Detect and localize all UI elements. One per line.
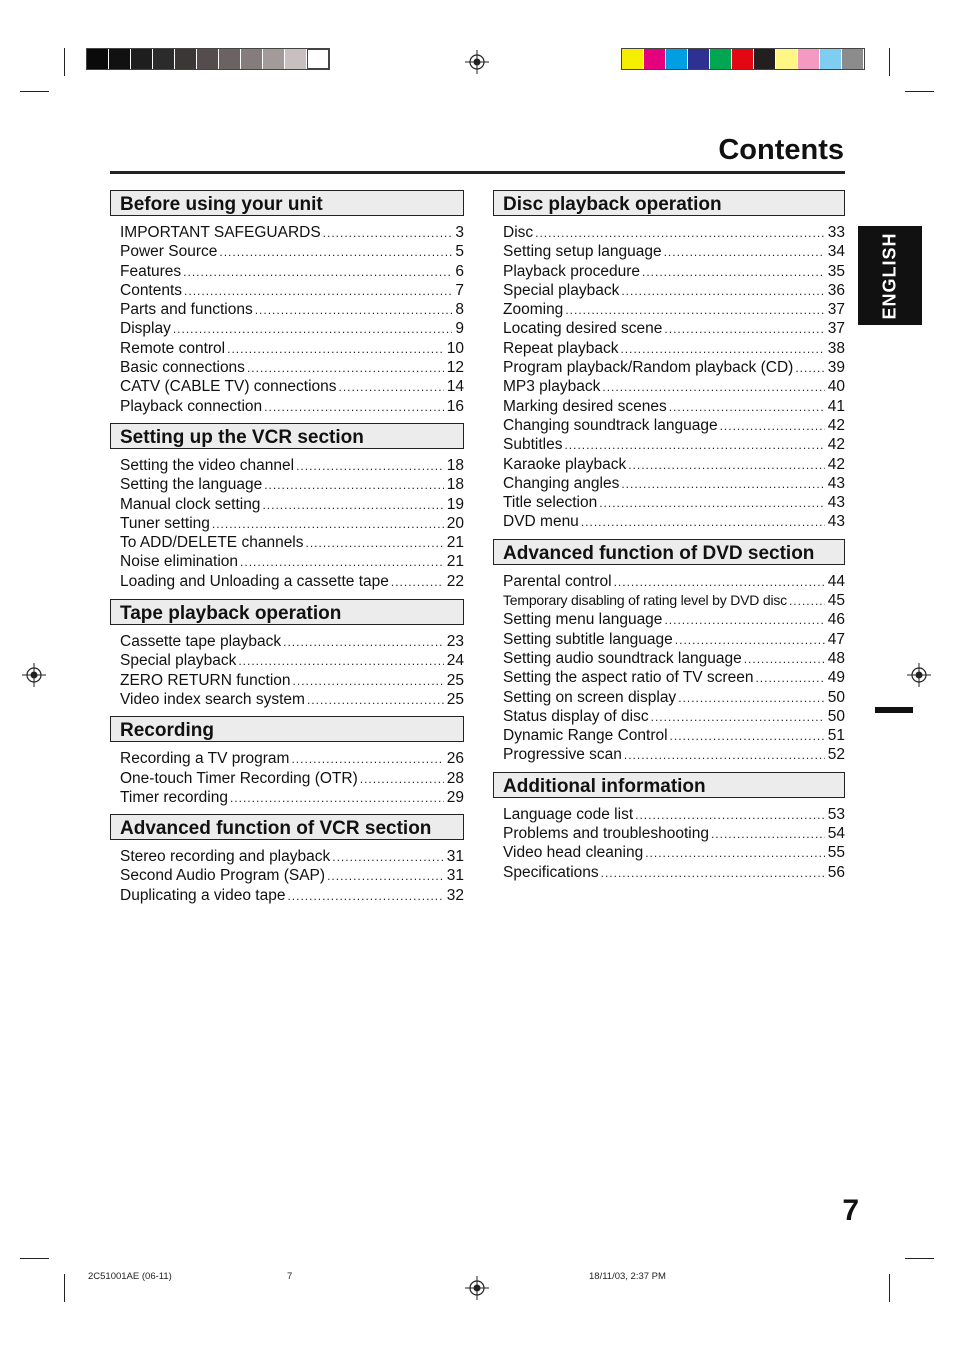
toc-entry [503,377,845,396]
toc-entry [503,688,845,707]
section-heading: Recording [110,716,464,742]
dot-leader [332,848,444,867]
toc-entry-page: 38 [827,339,845,357]
toc-entry [120,788,464,807]
toc-entry-label: Status display of disc [503,707,649,725]
dot-leader [755,669,824,688]
toc-entry [503,435,845,454]
toc-entry [503,843,845,862]
toc-entry-label: Timer recording [120,788,228,806]
dot-leader [212,515,444,534]
footer-file-code: 2C51001AE (06-11) [88,1271,172,1282]
toc-entry [120,651,464,670]
section-heading: Tape playback operation [110,599,464,625]
toc-entry [120,456,464,475]
crop-mark [905,1258,934,1259]
color-swatch [307,49,329,69]
toc-entry-page: 49 [827,669,845,687]
page-title: Contents [718,134,844,166]
toc-entry-label: Zooming [503,301,564,319]
toc-entry [503,300,845,319]
toc-entry [120,300,464,319]
toc-entry-label: Program playback/Random playback (CD) [503,359,794,377]
language-tab-label: ENGLISH [879,231,900,320]
toc-entry [120,533,464,552]
color-swatch [87,49,109,69]
toc-entry-label: Title selection [503,494,598,512]
toc-entry-list [493,565,845,771]
dot-leader [255,301,453,320]
dot-leader [238,652,443,671]
toc-entry-list [493,216,845,538]
dot-leader [635,806,825,825]
toc-entry [503,262,845,281]
toc-entry-label: Contents [120,281,183,299]
toc-entry-label: Manual clock setting [120,495,261,513]
toc-entry [503,591,845,610]
dot-leader [564,436,824,455]
toc-entry-page: 35 [827,262,845,280]
dot-leader [744,650,825,669]
side-marker-bar [875,707,913,713]
dot-leader [306,534,444,553]
toc-section [110,190,464,422]
toc-entry-label: Special playback [503,281,620,299]
toc-entry-page: 43 [827,494,845,512]
section-heading: Setting up the VCR section [110,423,464,449]
toc-entry [503,319,845,338]
dot-leader [219,243,452,262]
dot-leader [264,476,444,495]
toc-entry [503,474,845,493]
dot-leader [339,378,444,397]
toc-entry-page: 12 [446,359,464,377]
dot-leader [789,592,825,611]
toc-entry-page: 29 [446,788,464,806]
crop-mark [20,91,49,92]
toc-entry-page: 9 [455,320,464,338]
toc-entry-label: Progressive scan [503,746,622,764]
color-swatch [175,49,197,69]
toc-entry-page: 50 [827,688,845,706]
toc-entry-page: 36 [827,281,845,299]
dot-leader [670,727,825,746]
toc-entry-page: 42 [827,416,845,434]
toc-entry [120,475,464,494]
language-tab [858,226,922,325]
toc-entry-page: 18 [446,456,464,474]
registration-target-icon [22,663,46,687]
toc-entry-label: Disc [503,224,534,241]
toc-section [110,423,464,597]
dot-leader [291,750,443,769]
toc-entry-page: 55 [827,844,845,862]
color-swatch [131,49,153,69]
toc-entry-page: 48 [827,649,845,667]
toc-entry [503,493,845,512]
color-swatch [153,49,175,69]
toc-entry [503,455,845,474]
toc-entry-label: Video index search system [120,690,305,708]
toc-entry-label: Basic connections [120,359,245,377]
footer-page: 7 [287,1271,293,1282]
toc-entry-label: Remote control [120,339,226,357]
toc-entry-page: 43 [827,474,845,492]
toc-entry-page: 53 [827,805,845,823]
toc-entry-page: 37 [827,301,845,319]
dot-leader [599,494,825,513]
toc-entry-page: 42 [827,455,845,473]
registration-target-icon [907,663,931,687]
toc-entry-label: One-touch Timer Recording (OTR) [120,769,358,787]
dot-leader [711,825,825,844]
toc-entry [120,866,464,885]
toc-section [493,772,845,888]
crop-mark [64,48,65,76]
toc-entry-label: Changing soundtrack language [503,416,718,434]
toc-entry [503,668,845,687]
toc-entry [120,281,464,300]
toc-entry-page: 47 [827,630,845,648]
toc-section [493,539,845,771]
toc-entry-label: Parental control [503,572,612,590]
toc-entry-label: Stereo recording and playback [120,848,331,866]
dot-leader [535,224,825,243]
toc-entry-page: 42 [827,436,845,454]
dot-leader [621,475,824,494]
registration-target-icon [465,1276,489,1300]
dot-leader [795,359,824,378]
dot-leader [230,789,444,808]
toc-entry-label: Second Audio Program (SAP) [120,867,326,885]
toc-entry-page: 44 [827,572,845,590]
toc-entry-page: 46 [827,611,845,629]
toc-entry [503,630,845,649]
dot-leader [307,691,444,710]
toc-entry [120,319,464,338]
toc-entry-label: Specifications [503,863,599,881]
toc-entry-page: 31 [446,867,464,885]
color-swatch [263,49,285,69]
dot-leader [669,398,825,417]
toc-entry [503,707,845,726]
color-swatch [241,49,263,69]
crop-mark [889,1274,890,1302]
toc-entry-page: 8 [455,301,464,319]
toc-entry-page: 26 [446,750,464,768]
toc-entry-page: 40 [827,378,845,396]
toc-entry-label: Problems and troubleshooting [503,825,709,843]
section-heading: Additional information [493,772,845,798]
color-swatch [219,49,241,69]
toc-entry-label: Setting on screen display [503,688,677,706]
dot-leader [283,633,444,652]
toc-entry-page: 10 [446,339,464,357]
dot-leader [621,282,824,301]
dot-leader [262,496,443,515]
color-swatch [688,49,710,69]
toc-entry-label: Temporary disabling of rating level by DVD disc [503,592,787,609]
toc-entry-page: 18 [446,476,464,494]
toc-entry [503,397,845,416]
toc-entry-page: 32 [446,886,464,904]
toc-entry [120,769,464,788]
toc-entry [120,358,464,377]
title-underline [110,171,845,174]
crop-mark [20,1258,49,1259]
dot-leader [296,457,444,476]
toc-entry [503,223,845,242]
toc-entry [120,223,464,242]
toc-entry [503,745,845,764]
toc-entry [120,495,464,514]
section-heading: Disc playback operation [493,190,845,216]
toc-entry-label: MP3 playback [503,378,601,396]
footer-timestamp: 18/11/03, 2:37 PM [589,1271,666,1282]
dot-leader [620,340,824,359]
toc-entry-label: Karaoke playback [503,455,627,473]
toc-entry-label: Language code list [503,805,634,823]
toc-entry [120,690,464,709]
toc-entry-page: 50 [827,707,845,725]
crop-mark [889,48,890,76]
toc-entry-label: Locating desired scene [503,320,663,338]
color-swatch [732,49,754,69]
dot-leader [293,672,444,691]
dot-leader [247,359,444,378]
toc-entry-page: 19 [446,495,464,513]
toc-entry [503,358,845,377]
dot-leader [227,340,444,359]
toc-entry [120,572,464,591]
dot-leader [184,282,452,301]
toc-entry-page: 28 [446,769,464,787]
toc-entry [120,749,464,768]
dot-leader [664,611,824,630]
toc-entry-page: 7 [455,281,464,299]
toc-entry [120,886,464,905]
toc-entry-list [110,625,464,715]
toc-entry-page: 33 [827,224,845,241]
toc-entry [503,242,845,261]
color-swatch [644,49,666,69]
toc-entry-label: Dynamic Range Control [503,727,668,745]
toc-entry-label: Video head cleaning [503,844,644,862]
dot-leader [624,746,825,765]
toc-entry [120,397,464,416]
dot-leader [323,224,453,243]
toc-entry-page: 45 [827,592,845,610]
toc-entry-page: 20 [446,514,464,532]
section-heading: Advanced function of VCR section [110,814,464,840]
toc-entry [120,552,464,571]
toc-section [110,599,464,715]
toc-entry-label: Setting the video channel [120,456,295,474]
toc-entry-page: 56 [827,863,845,881]
toc-section [493,190,845,538]
toc-entry-page: 16 [446,397,464,415]
color-swatch [798,49,820,69]
toc-entry-list [493,798,845,888]
toc-entry-label: To ADD/DELETE channels [120,534,304,552]
toc-entry-label: Playback connection [120,397,263,415]
dot-leader [645,844,825,863]
toc-entry-page: 3 [455,224,464,241]
toc-entry-page: 51 [827,727,845,745]
page-number: 7 [842,1194,859,1227]
dot-leader [720,417,825,436]
color-calibration-bar [621,48,865,70]
toc-entry-page: 31 [446,848,464,866]
toc-entry [503,805,845,824]
dot-leader [264,398,444,417]
toc-entry-label: Setting menu language [503,611,663,629]
dot-leader [327,867,444,886]
toc-entry [503,610,845,629]
dot-leader [581,513,825,532]
toc-entry [120,339,464,358]
toc-entry-label: Cassette tape playback [120,633,282,651]
toc-left-column [110,190,464,911]
dot-leader [391,573,444,592]
toc-entry-label: Parts and functions [120,301,253,319]
dot-leader [642,263,825,282]
toc-entry-label: Duplicating a video tape [120,886,286,904]
toc-entry-label: Loading and Unloading a cassette tape [120,572,389,590]
toc-entry-label: Special playback [120,652,237,670]
toc-entry-label: Setting the language [120,476,263,494]
toc-entry [503,863,845,882]
toc-entry-label: Playback procedure [503,262,640,280]
toc-entry [120,847,464,866]
toc-entry-page: 21 [446,553,464,571]
toc-entry-page: 21 [446,534,464,552]
toc-entry [120,377,464,396]
toc-entry-label: Setting setup language [503,243,662,261]
toc-entry-page: 34 [827,243,845,261]
dot-leader [565,301,824,320]
toc-entry [503,649,845,668]
dot-leader [240,553,444,572]
toc-entry-label: Noise elimination [120,553,239,571]
color-swatch [842,49,864,69]
section-heading: Advanced function of DVD section [493,539,845,565]
toc-entry-label: ZERO RETURN function [120,671,291,689]
toc-entry-page: 23 [446,633,464,651]
toc-entry [120,671,464,690]
crop-mark [905,91,934,92]
toc-entry-label: Power Source [120,243,218,261]
dot-leader [628,456,825,475]
registration-target-icon [465,50,489,74]
toc-entry-label: Display [120,320,171,338]
toc-entry-page: 41 [827,397,845,415]
dot-leader [360,770,444,789]
toc-entry-label: Tuner setting [120,514,210,532]
toc-entry-list [110,742,464,813]
toc-entry-label: DVD menu [503,513,579,531]
grayscale-calibration-bar [86,48,330,70]
toc-entry-page: 14 [446,378,464,396]
toc-entry [503,726,845,745]
color-swatch [820,49,842,69]
toc-entry-list [110,216,464,422]
crop-mark [64,1274,65,1302]
color-swatch [754,49,776,69]
toc-entry-label: Subtitles [503,436,563,454]
color-swatch [666,49,688,69]
toc-section [110,716,464,813]
dot-leader [287,887,443,906]
dot-leader [173,320,453,339]
dot-leader [602,378,824,397]
section-heading: Before using your unit [110,190,464,216]
toc-entry-label: Changing angles [503,474,620,492]
toc-entry [503,416,845,435]
toc-entry-page: 37 [827,320,845,338]
toc-entry-page: 25 [446,690,464,708]
toc-entry-page: 43 [827,513,845,531]
dot-leader [614,573,825,592]
dot-leader [651,708,825,727]
toc-entry-page: 24 [446,652,464,670]
toc-entry-label: Setting subtitle language [503,630,673,648]
toc-entry [120,262,464,281]
color-swatch [710,49,732,69]
color-swatch [285,49,307,69]
dot-leader [664,320,824,339]
toc-entry-label: Marking desired scenes [503,397,667,415]
dot-leader [183,263,452,282]
color-swatch [622,49,644,69]
toc-entry-label: IMPORTANT SAFEGUARDS [120,224,321,241]
color-swatch [197,49,219,69]
dot-leader [664,243,825,262]
dot-leader [675,631,825,650]
dot-leader [601,864,825,883]
color-swatch [109,49,131,69]
toc-entry [503,512,845,531]
toc-entry [503,281,845,300]
toc-entry-label: Features [120,262,182,280]
toc-entry-page: 52 [827,746,845,764]
toc-entry-page: 5 [455,243,464,261]
toc-section [110,814,464,911]
toc-entry [503,824,845,843]
toc-entry-page: 25 [446,671,464,689]
toc-entry [120,242,464,261]
toc-entry-list [110,840,464,911]
toc-entry-page: 54 [827,825,845,843]
toc-entry [503,339,845,358]
toc-right-column [493,190,845,888]
toc-entry-label: Recording a TV program [120,750,290,768]
toc-entry [120,514,464,533]
dot-leader [678,689,825,708]
toc-entry-page: 39 [827,359,845,377]
color-swatch [776,49,798,69]
toc-entry-label: CATV (CABLE TV) connections [120,378,337,396]
toc-entry-list [110,449,464,597]
toc-entry-label: Setting audio soundtrack language [503,649,742,667]
toc-entry [503,572,845,591]
toc-entry-page: 6 [455,262,464,280]
toc-entry-label: Repeat playback [503,339,619,357]
toc-entry-page: 22 [446,572,464,590]
toc-entry [120,632,464,651]
toc-entry-label: Setting the aspect ratio of TV screen [503,669,754,687]
